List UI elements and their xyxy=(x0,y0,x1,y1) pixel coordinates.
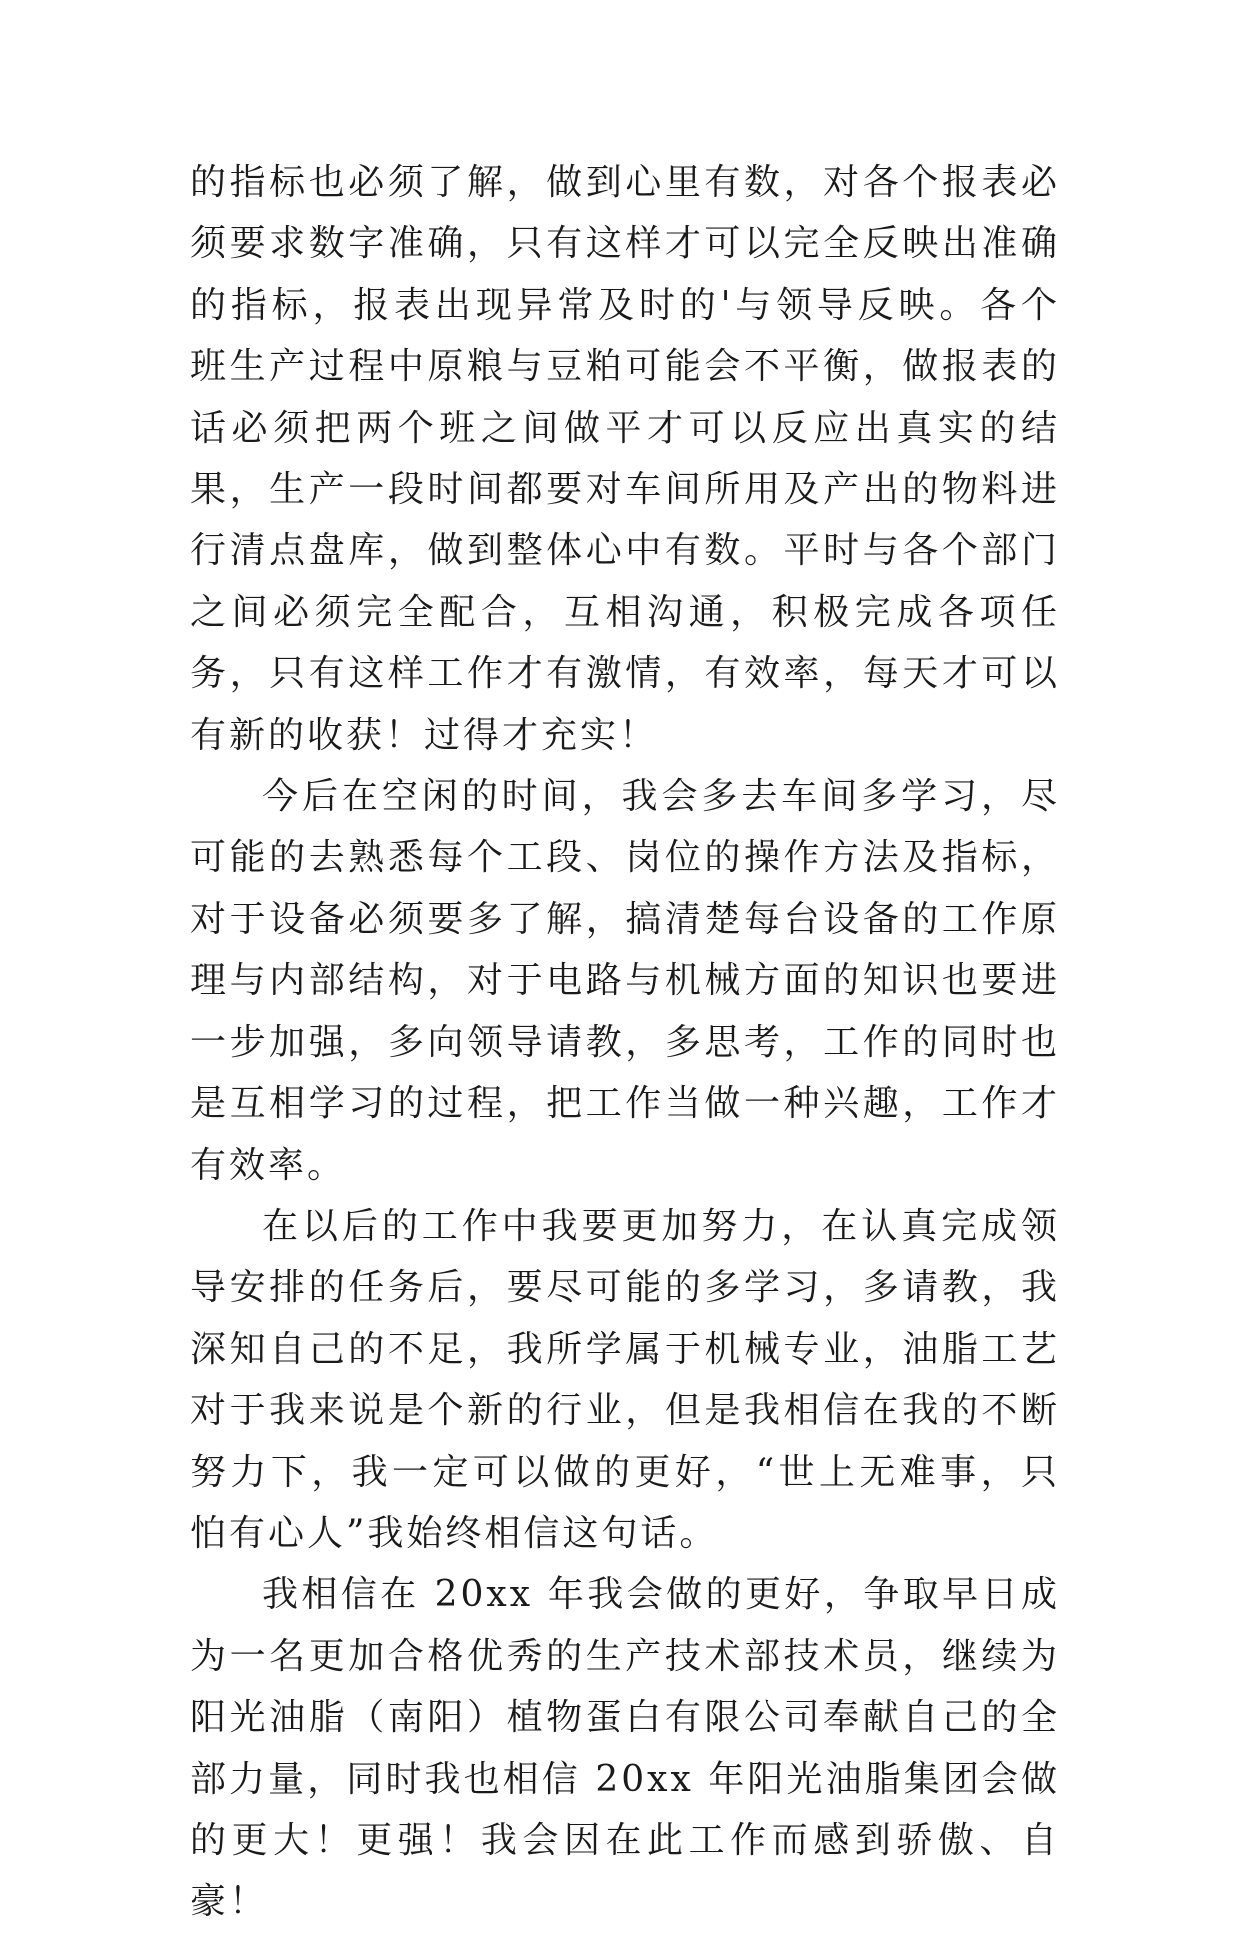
paragraph-future-work: 在以后的工作中我要更加努力，在认真完成领导安排的任务后，要尽可能的多学习，多请教，我深知自己的不足，我所学属于机械专业，油脂工艺对于我来说是个新的行业，但是我相信在我的不断努力下，我一定可以做的更好，“世上无难事，只怕有心人”我始终相信这句话。 xyxy=(190,1205,1060,1554)
paragraph-future-learning: 今后在空闲的时间，我会多去车间多学习，尽可能的去熟悉每个工段、岗位的操作方法及指标，对于设备必须要多了解，搞清楚每台设备的工作原理与内部结构，对于电路与机械方面的知识也要进一步加强，多向领导请教，多思考，工作的同时也是互相学习的过程，把工作当做一种兴趣，工作才有效率。 xyxy=(190,776,1060,1186)
paragraph-conclusion: 我相信在 20xx 年我会做的更好，争取早日成为一名更加合格优秀的生产技术部技术员，继续为阳光油脂（南阳）植物蛋白有限公司奉献自己的全部力量，同时我也相信 20xx 年阳光油脂集团会做的更大！更强！我会因在此工作而感到骄傲、自豪！ xyxy=(190,1574,1060,1923)
document-body xyxy=(190,152,1060,1933)
paragraph-continuation: 的指标也必须了解，做到心里有数，对各个报表必须要求数字准确，只有这样才可以完全反映出准确的指标，报表出现异常及时的'与领导反映。各个班生产过程中原粮与豆粕可能会不平衡，做报表的话必须把两个班之间做平才可以反应出真实的结果，生产一段时间都要对车间所用及产出的物料进行清点盘库，做到整体心中有数。平时与各个部门之间必须完全配合，互相沟通，积极完成各项任务，只有这样工作才有激情，有效率，每天才可以有新的收获！过得才充实！ xyxy=(190,162,1060,756)
